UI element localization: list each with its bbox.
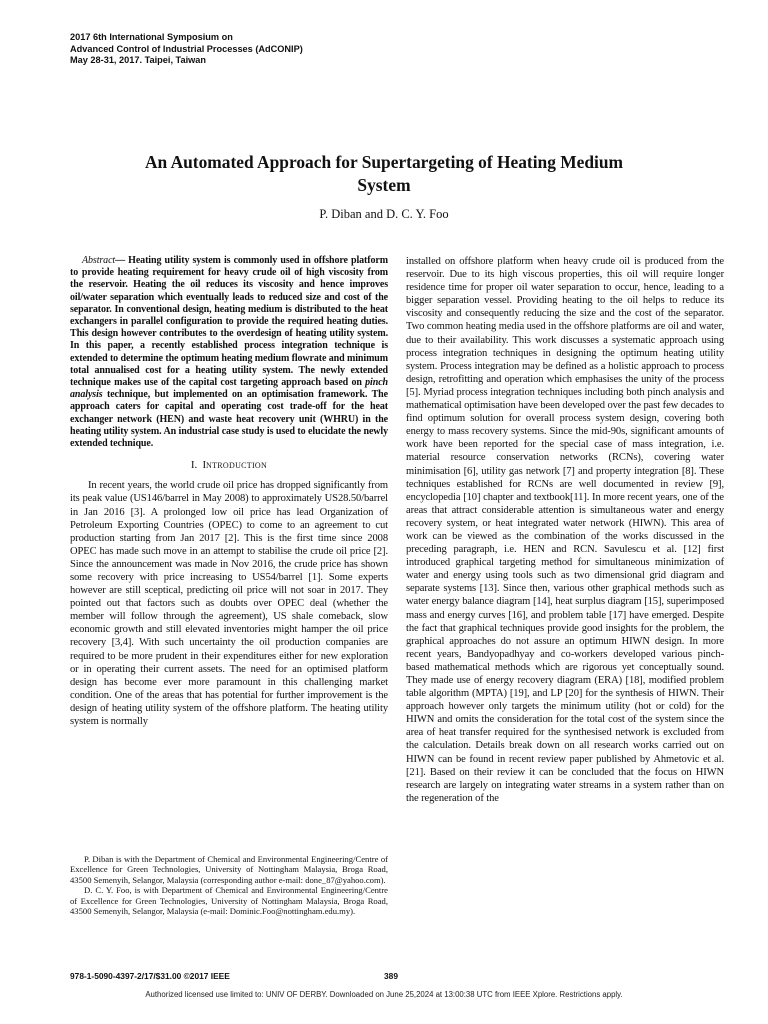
- page-number: 389: [384, 971, 398, 981]
- conference-header: [70, 32, 470, 67]
- footer-isbn: 978-1-5090-4397-2/17/$31.00 ©2017 IEEE: [70, 971, 230, 981]
- section-title-rest: ntroduction: [206, 459, 268, 472]
- left-column: [70, 255, 388, 728]
- conference-line-1: 2017 6th International Symposium on: [70, 32, 233, 42]
- author-footnotes: [70, 854, 388, 916]
- abstract-text-1: Heating utility system is commonly used in offshore platform to provide heating requirement for heavy crude oil of high viscosity from the reservoir. Heating the oil reduces its viscosity and hence improves oil/water separation which eventually leads to reduced size and cost of the separator. In conventional design, heating medium is distributed to the heat exchangers in parallel configuration to provide the required heating duties. This design however contributes to the overdesign of heating utility system. In this paper, a recently established process integration technique is extended to determine the optimum heating medium flowrate and minimum total annualised cost for a heating utility system. The newly extended technique makes use of the capital cost targeting approach based on: [70, 255, 388, 389]
- section-first-letter: I: [202, 459, 207, 472]
- intro-paragraph-left: In recent years, the world crude oil price has dropped significantly from its peak value (US146/barrel in May 2008) to approximately US28.50/barrel in Jan 2016 [3]. A prolonged low oil price has lead Organization of Petroleum Exporting Countries (OPEC) to come to an agreement to cut production starting from Jan 2017 [2]. This is the first time since 2008 OPEC has made such move in an attempt to stabilise the crude oil price [2]. Since the announcement was made in Nov 2016, the crude price has shown some recovery with price increasing to US54/barrel [1]. Some experts however are still sceptical, predicting oil price will not soar in 2017. They pointed out that factors such as doubts over OPEC deal (whether the member will follow through the agreement), US shale comeback, slow economic growth and still elevated inventories might hamper the oil price recovery [3,4]. With such uncertainty the oil production companies are required to be more prudent in their expenditures either for new exploration or in operating their current assets. The need for an optimised platform design has become ever more paramount in this challenging market condition. One of the areas that has potential for further improvement is the design of heating utility system of the offshore platform. The heating utility system is normally: [70, 480, 388, 728]
- abstract-text-2: technique, but implemented on an optimisation framework. The approach caters for capital and operating cost trade-off for the heat exchanger network (HEN) and waste heat recovery unit (WHRU) in the heating utility system. An industrial case study is used to elucidate the newly extended technique.: [70, 389, 388, 450]
- abstract-dash: —: [115, 255, 129, 266]
- footnote-foo: D. C. Y. Foo, is with Department of Chemical and Environmental Engineering/Centre of Excellence for Green Technologies, University of Nottingham Malaysia, Broga Road, 43500 Semenyih, Selangor, Malaysia (e-mail: Dominic.Foo@nottingham.edu.my).: [70, 885, 388, 917]
- conference-line-2: Advanced Control of Industrial Processes (AdCONIP): [70, 43, 303, 54]
- footnote-diban: P. Diban is with the Department of Chemical and Environmental Engineering/Centre of Excellence for Green Technologies, University of Nottingham Malaysia, Broga Road, 43500 Semenyih, Selangor, Malaysia (corresponding author e-mail: done_87@yahoo.com).: [70, 854, 388, 885]
- paper-title: [80, 151, 688, 197]
- license-notice: Authorized licensed use limited to: UNIV OF DERBY. Downloaded on June 25,2024 at 13:00:38 UTC from IEEE Xplore. Restrictions apply.: [145, 990, 623, 999]
- title-line-1: An Automated Approach for Supertargeting of Heating Medium: [144, 152, 624, 172]
- abstract-label: Abstract: [82, 255, 116, 266]
- abstract-paragraph: [70, 255, 388, 450]
- right-column: [406, 255, 724, 805]
- conference-line-3: May 28-31, 2017. Taipei, Taiwan: [70, 55, 207, 65]
- intro-paragraph-right: installed on offshore platform when heavy crude oil is produced from the reservoir. Due to its high viscous properties, this oil will require longer residence time for proper oil water separation to occur, hence, leading to a bigger separation vessel. Providing heating to the oil helps to reduce its viscosity and consequently reducing the size and the cost of the separator. Two common heating media used in the offshore platforms are oil and water, due to their availability. This work discusses a systematic approach using process integration techniques in designing the optimum heating utility system. Process integration may be defined as a holistic approach to process design, retrofitting and operation which emphasises the unity of the process [5]. Myriad process integration techniques including both pinch analysis and mathematical optimisation have been developed over the past few decades to find optimum solution for overall process system design, covering both energy to mass recovery systems. Since the mid-90s, significant amounts of work have been reported for the special case of mass integration, i.e. material resource conservation networks (RCNs), covering water minimisation [6], utility gas network [7] and property integration [8]. These techniques established for RCNs are well documented in review [9], encyclopedia [10] chapter and textbook[11]. In more recent years, one of the areas that attract considerable attention is simultaneous water and energy recovery system, or heat integrated water network (HIWN). This area of work can be viewed as the combination of the works discussed in the preceding paragraph, i.e. HEN and RCN. Savulescu et al. [12] first introduced graphical targeting method for simultaneous minimization of water and energy using tools such as two dimensional grid diagram and separate systems [13]. Since then, various other graphical methods such as water energy balance diagram [14], heat surplus diagram [15], superimposed mass and energy curves [16], and problem table [17] have emerged. Despite the fact that graphical techniques provide good insights for the problem, the graphical approaches do not assure an optimum HIWN design. In more recent years, Bandyopadhyay and co-workers developed various pinch-based mathematical methods which are rigorous yet conceptually sound. They made use of energy recovery diagram (ERA) [18], modified problem table algorithm (MPTA) [19], and LP [20] for the synthesis of HIWN. Their approach however only targets the minimum utility (hot or cold) for the HIWN and omits the consideration for the total cost of the system since the area of heat transfer required for the synthesised network is excluded from the calculation. Details break down on all research works carried out on HIWN can be found in recent review paper published by Ahmetovic et al. [21]. Based on their review it can be concluded that the focus on HIWN research are largely on integrating water streams in a system rather than on the regeneration of the: [406, 256, 724, 804]
- title-line-2: System: [357, 175, 411, 195]
- abstract: [70, 255, 388, 450]
- section-numeral: I.: [190, 459, 198, 472]
- section-heading-introduction: [70, 459, 388, 472]
- abstract-emphasis: pinch analysis: [70, 377, 388, 401]
- paper-authors: P. Diban and D. C. Y. Foo: [319, 207, 449, 221]
